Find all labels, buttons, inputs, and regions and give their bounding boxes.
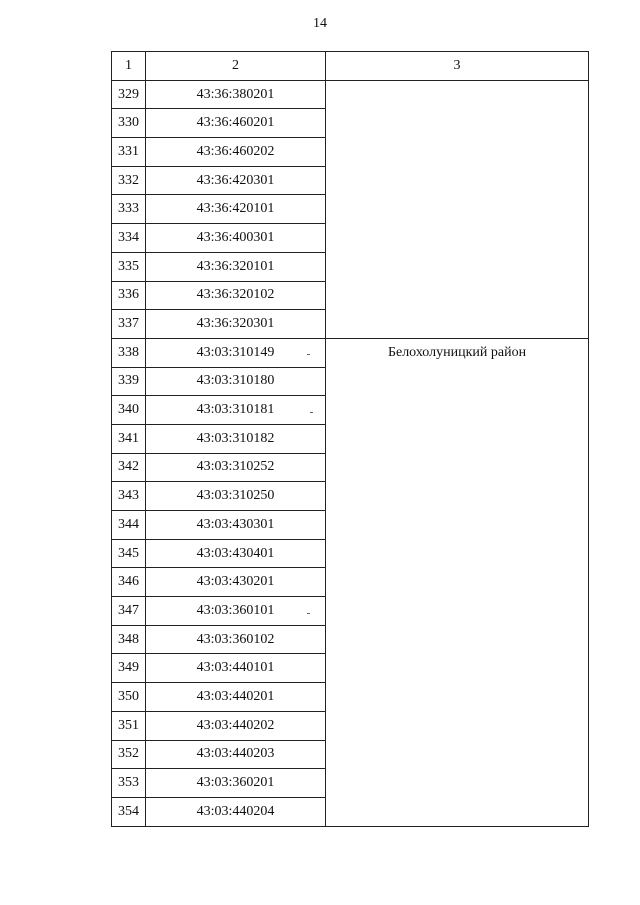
- cadastral-number: 43:03:310252: [146, 453, 326, 482]
- cadastral-number: 43:03:310182: [146, 424, 326, 453]
- cadastral-number: 43:03:440202: [146, 711, 326, 740]
- cadastral-table: [111, 51, 589, 827]
- row-number: 334: [112, 224, 146, 253]
- row-number: 344: [112, 511, 146, 540]
- row-number: 340: [112, 396, 146, 425]
- row-number: 337: [112, 310, 146, 339]
- row-number: 333: [112, 195, 146, 224]
- column-header-1: 1: [112, 52, 146, 81]
- cadastral-number: 43:03:430401: [146, 539, 326, 568]
- cadastral-number: 43:03:360101: [146, 597, 326, 626]
- cadastral-number: 43:36:320101: [146, 252, 326, 281]
- cadastral-number: 43:03:440204: [146, 797, 326, 826]
- row-number: 330: [112, 109, 146, 138]
- column-header-3: 3: [326, 52, 589, 81]
- table-body: [112, 80, 589, 826]
- row-number: 331: [112, 138, 146, 167]
- scan-speck: [310, 412, 313, 413]
- cadastral-number: 43:03:430301: [146, 511, 326, 540]
- cadastral-number: 43:36:460201: [146, 109, 326, 138]
- row-number: 335: [112, 252, 146, 281]
- cadastral-number: 43:36:460202: [146, 138, 326, 167]
- table-row: [112, 338, 589, 367]
- scan-speck: [307, 613, 310, 614]
- cadastral-number: 43:03:310250: [146, 482, 326, 511]
- row-number: 336: [112, 281, 146, 310]
- row-number: 350: [112, 683, 146, 712]
- table-header: [112, 52, 589, 81]
- cadastral-number: 43:03:440101: [146, 654, 326, 683]
- scan-speck: [307, 354, 310, 355]
- district-name: Белохолуницкий район: [326, 338, 589, 826]
- cadastral-number: 43:36:420301: [146, 166, 326, 195]
- row-number: 338: [112, 338, 146, 367]
- row-number: 345: [112, 539, 146, 568]
- cadastral-number: 43:03:310180: [146, 367, 326, 396]
- row-number: 342: [112, 453, 146, 482]
- district-name: [326, 80, 589, 338]
- cadastral-number: 43:03:310149: [146, 338, 326, 367]
- cadastral-number: 43:36:320102: [146, 281, 326, 310]
- page-number: 14: [313, 16, 327, 31]
- row-number: 349: [112, 654, 146, 683]
- row-number: 353: [112, 769, 146, 798]
- cadastral-number: 43:03:360201: [146, 769, 326, 798]
- cadastral-number: 43:03:430201: [146, 568, 326, 597]
- row-number: 332: [112, 166, 146, 195]
- row-number: 352: [112, 740, 146, 769]
- row-number: 346: [112, 568, 146, 597]
- cadastral-number: 43:03:440201: [146, 683, 326, 712]
- row-number: 354: [112, 797, 146, 826]
- row-number: 329: [112, 80, 146, 109]
- table-row: [112, 80, 589, 109]
- column-header-2: 2: [146, 52, 326, 81]
- cadastral-number: 43:36:320301: [146, 310, 326, 339]
- cadastral-number: 43:03:360102: [146, 625, 326, 654]
- row-number: 347: [112, 597, 146, 626]
- cadastral-number: 43:36:420101: [146, 195, 326, 224]
- row-number: 343: [112, 482, 146, 511]
- cadastral-number: 43:03:310181: [146, 396, 326, 425]
- row-number: 339: [112, 367, 146, 396]
- cadastral-number: 43:36:400301: [146, 224, 326, 253]
- row-number: 341: [112, 424, 146, 453]
- row-number: 351: [112, 711, 146, 740]
- cadastral-number: 43:03:440203: [146, 740, 326, 769]
- header-row: [112, 52, 589, 81]
- row-number: 348: [112, 625, 146, 654]
- cadastral-number: 43:36:380201: [146, 80, 326, 109]
